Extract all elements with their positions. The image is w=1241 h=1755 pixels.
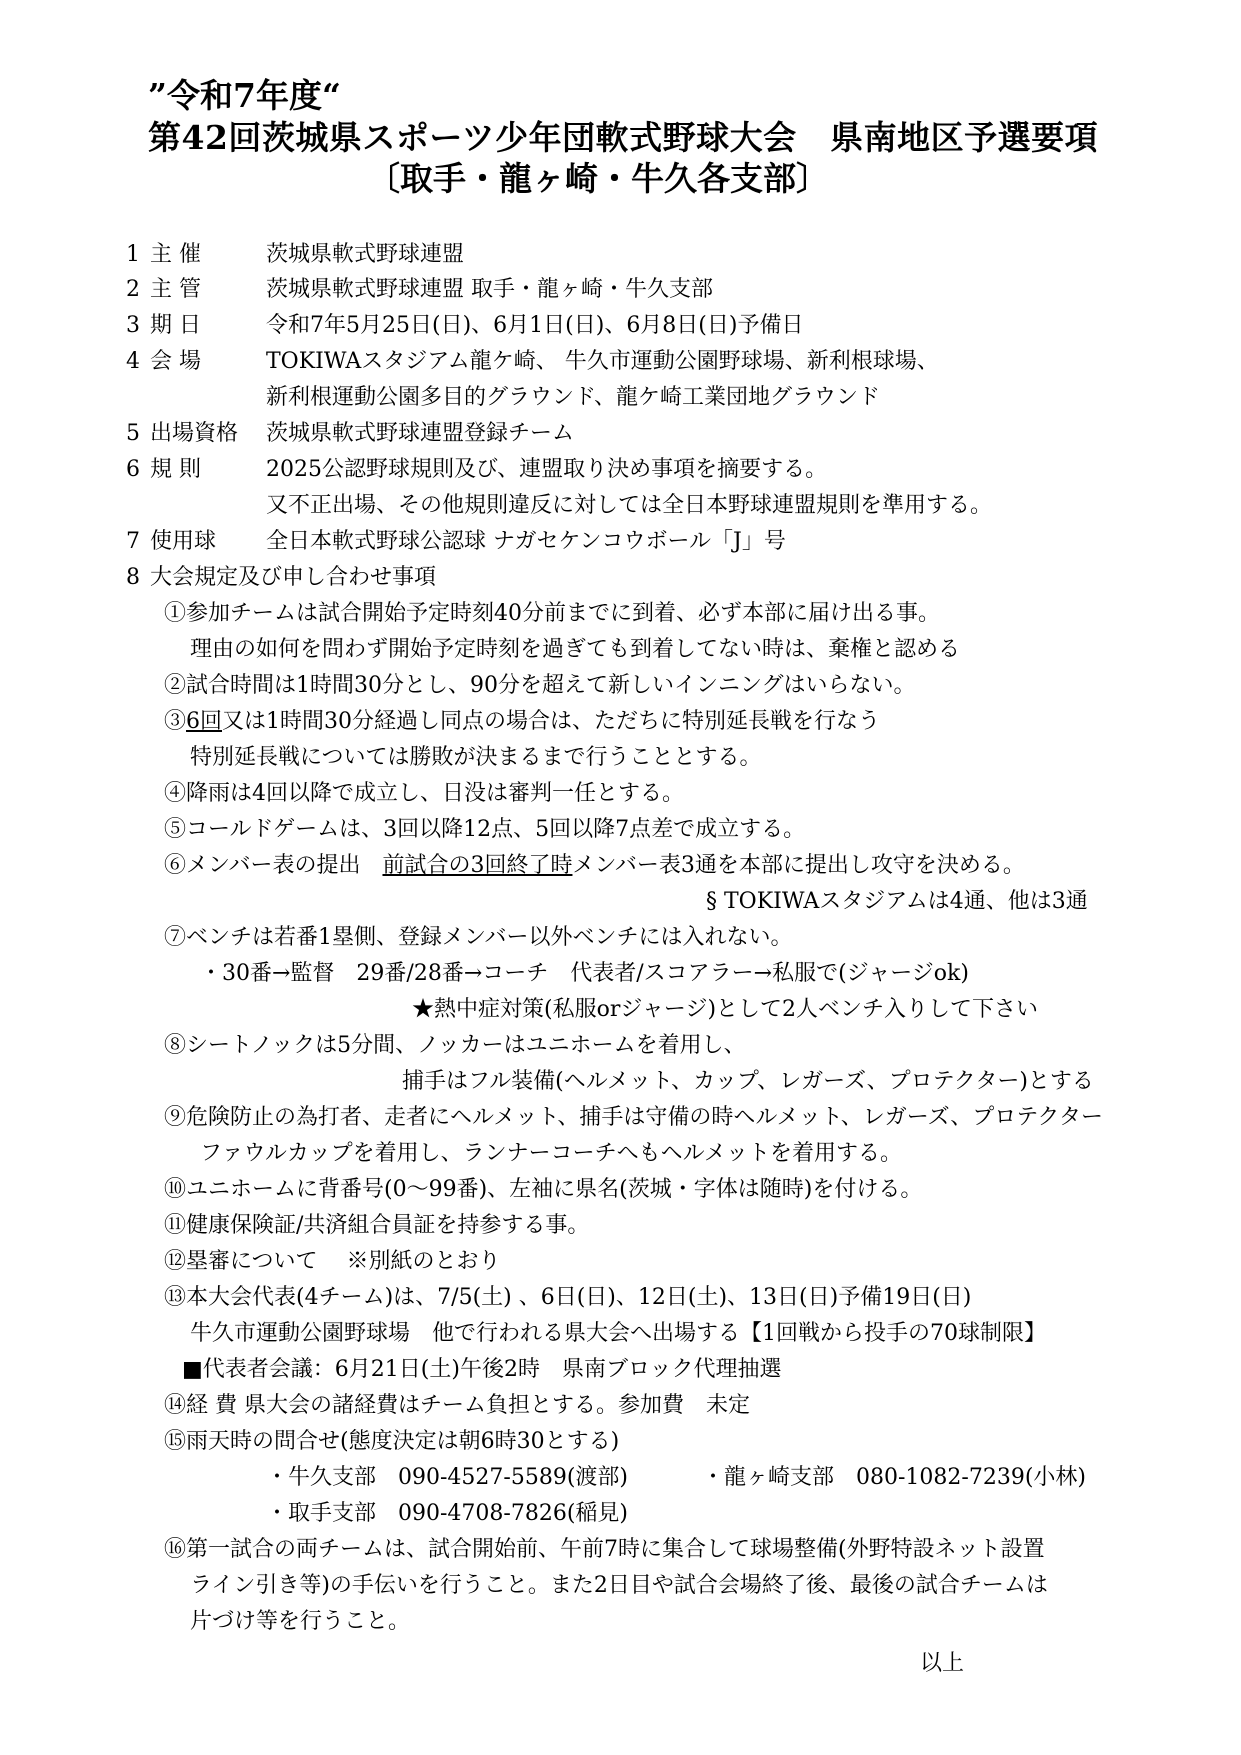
- rule-12: ⑫塁審について ※別紙のとおり: [164, 1249, 501, 1274]
- rule-3: ③6回又は1時間30分経過し同点の場合は、ただちに特別延長戦を行なう: [164, 709, 881, 734]
- year-heading: ”令和7年度“: [148, 76, 341, 115]
- rule-5: ⑤コールドゲームは、3回以降12点、5回以降7点差で成立する。: [164, 817, 806, 842]
- rule-16-continued: ライン引き等)の手伝いを行うこと。また2日目や試合会場終了後、最後の試合チームは: [190, 1573, 1048, 1598]
- rule-6: ⑥メンバー表の提出 前試合の3回終了時メンバー表3通を本部に提出し攻守を決める。: [164, 853, 1025, 878]
- item-4-continued: 新利根運動公園多目的グラウンド、龍ケ崎工業団地グラウンド: [266, 385, 881, 410]
- rule-1: ①参加チームは試合開始予定時刻40分前までに到着、必ず本部に届け出る事。: [164, 601, 940, 626]
- rule-15: ⑮雨天時の問合せ(態度決定は朝6時30とする): [164, 1429, 620, 1454]
- rule-6-note: § TOKIWAスタジアムは4通、他は3通: [706, 889, 1088, 914]
- branch-subtitle: 〔取手・龍ヶ崎・牛久各支部〕: [367, 159, 829, 198]
- contact-toride: ・取手支部 090-4708-7826(稲見): [266, 1501, 629, 1526]
- rule-2: ②試合時間は1時間30分とし、90分を超えて新しいインニングはいらない。: [164, 673, 916, 698]
- rule-7-note: ★熱中症対策(私服orジャージ)として2人ベンチ入りして下さい: [412, 997, 1039, 1022]
- rule-16: ⑯第一試合の両チームは、試合開始前、午前7時に集合して球場整備(外野特設ネット設置: [164, 1537, 1045, 1562]
- rule-8: ⑧シートノックは5分間、ノッカーはユニホームを着用し、: [164, 1033, 746, 1058]
- closing-text: 以上: [920, 1651, 965, 1676]
- underlined-text: 前試合の3回終了時: [382, 853, 573, 878]
- rule-8-continued: 捕手はフル装備(ヘルメット、カップ、レガーズ、プロテクター)とする: [402, 1069, 1094, 1094]
- rule-7-roles: ・30番→監督 29番/28番→コーチ 代表者/スコアラー→私服で(ジャージok): [200, 961, 969, 986]
- rule-13-meeting: ■代表者会議：6月21日(土)午後2時 県南ブロック代理抽選: [182, 1357, 782, 1382]
- rule-1-continued: 理由の如何を問わず開始予定時刻を過ぎても到着してない時は、棄権と認める: [190, 637, 961, 662]
- page-title: 第42回茨城県スポーツ少年団軟式野球大会 県南地区予選要項: [148, 118, 1099, 157]
- rule-9: ⑨危険防止の為打者、走者にヘルメット、捕手は守備の時ヘルメット、レガーズ、プロテクター: [164, 1105, 1103, 1130]
- rule-9-continued: ファウルカップを着用し、ランナーコーチへもヘルメットを着用する。: [200, 1141, 903, 1166]
- underlined-text: 6回: [186, 709, 223, 734]
- rule-13-continued: 牛久市運動公園野球場 他で行われる県大会へ出場する【1回戦から投手の70球制限】: [190, 1321, 1046, 1346]
- rule-7: ⑦ベンチは若番1塁側、登録メンバー以外ベンチには入れない。: [164, 925, 793, 950]
- rule-14: ⑭経 費 県大会の諸経費はチーム負担とする。参加費 未定: [164, 1393, 750, 1418]
- document-page: ”令和7年度“ 第42回茨城県スポーツ少年団軟式野球大会 県南地区予選要項 〔取手・龍ヶ崎・牛久各支部〕 1 主 催 茨城県軟式野球連盟 2 主 管 茨城県軟式野球連盟 取手・龍ヶ崎・牛久支部 3 期 日 令和7年5月25日(日)、6月1日(日)、6月8日(日)予備日 4 会 場 TOKIWAスタジアム龍ケ崎、 牛久市運動公園野球場、新利根球場、 新利根運動公園多目的グラウンド、龍ケ崎工業団地グラウンド 5 出場資格 茨城県軟式野球連盟登録チーム 6 規 則 2025公認野球規則及び、連盟取り決め事項を摘要する。 又不正出場、その他規則違反に対しては全日本野球連盟規則を準用する。 7 使用球 全日本軟式野球公認球 ナガセケンコウボール「J」号 8 大会規定及び申し合わせ事項 ①参加チームは試合開始予定時刻40分前までに到着、必ず本部に届け出る事。 理由の如何を問わず開始予定時刻を過ぎても到着してない時は、棄権と認める ②試合時間は1時間30分とし、90分を超えて新しいインニングはいらない。 ③6回又は1時間30分経過し同点の場合は、ただちに特別延長戦を行なう 特別延長戦については勝敗が決まるまで行うこととする。 ④降雨は4回以降で成立し、日没は審判一任とする。 ⑤コールドゲームは、3回以降12点、5回以降7点差で成立する。 ⑥メンバー表の提出 前試合の3回終了時メンバー表3通を本部に提出し攻守を決める。 § TOKIWAスタジアムは4通、他は3通 ⑦ベンチは若番1塁側、登録メンバー以外ベンチには入れない。 ・30番→監督 29番/28番→コーチ 代表者/スコアラー→私服で(ジャージok) ★熱中症対策(私服orジャージ)として2人ベンチ入りして下さい ⑧シートノックは5分間、ノッカーはユニホームを着用し、 捕手はフル装備(ヘルメット、カップ、レガーズ、プロテクター)とする ⑨危険防止の為打者、走者にヘルメット、捕手は守備の時ヘルメット、レガーズ、プロテクター ファウルカップを着用し、ランナーコーチへもヘルメットを着用する。 ⑩ユニホームに背番号(0～99番)、左袖に県名(茨城・字体は随時)を付ける。 ⑪健康保険証/共済組合員証を持参する事。 ⑫塁審について ※別紙のとおり ⑬本大会代表(4チーム)は、7/5(土) 、6日(日)、12日(土)、13日(日)予備19日(日) 牛久市運動公園野球場 他で行われる県大会へ出場する【1回戦から投手の70球制限】 ■代表者会議：6月21日(土)午後2時 県南ブロック代理抽選 ⑭経 費 県大会の諸経費はチーム負担とする。参加費 未定 ⑮雨天時の問合せ(態度決定は朝6時30とする) ・牛久支部 090-4527-5589(渡部) ・龍ヶ崎支部 080-1082-7239(小林) ・取手支部 090-4708-7826(稲見) ⑯第一試合の両チームは、試合開始前、午前7時に集合して球場整備(外野特設ネット設置 ライン引き等)の手伝いを行うこと。また2日目や試合会場終了後、最後の試合チームは 片づけ等を行うこと。 以上: [0, 0, 1241, 1755]
- contact-ushiku: ・牛久支部 090-4527-5589(渡部): [266, 1465, 629, 1490]
- rule-10: ⑩ユニホームに背番号(0～99番)、左袖に県名(茨城・字体は随時)を付ける。: [164, 1177, 923, 1202]
- rule-3-continued: 特別延長戦については勝敗が決まるまで行うこととする。: [190, 745, 762, 770]
- rule-11: ⑪健康保険証/共済組合員証を持参する事。: [164, 1213, 590, 1238]
- rule-4: ④降雨は4回以降で成立し、日没は審判一任とする。: [164, 781, 684, 806]
- contact-ryugasaki: ・龍ヶ崎支部 080-1082-7239(小林): [702, 1465, 1087, 1490]
- rule-13: ⑬本大会代表(4チーム)は、7/5(土) 、6日(日)、12日(土)、13日(日)予備19日(日): [164, 1285, 972, 1310]
- item-6-continued: 又不正出場、その他規則違反に対しては全日本野球連盟規則を準用する。: [266, 493, 993, 518]
- rule-16-end: 片づけ等を行うこと。: [190, 1609, 411, 1634]
